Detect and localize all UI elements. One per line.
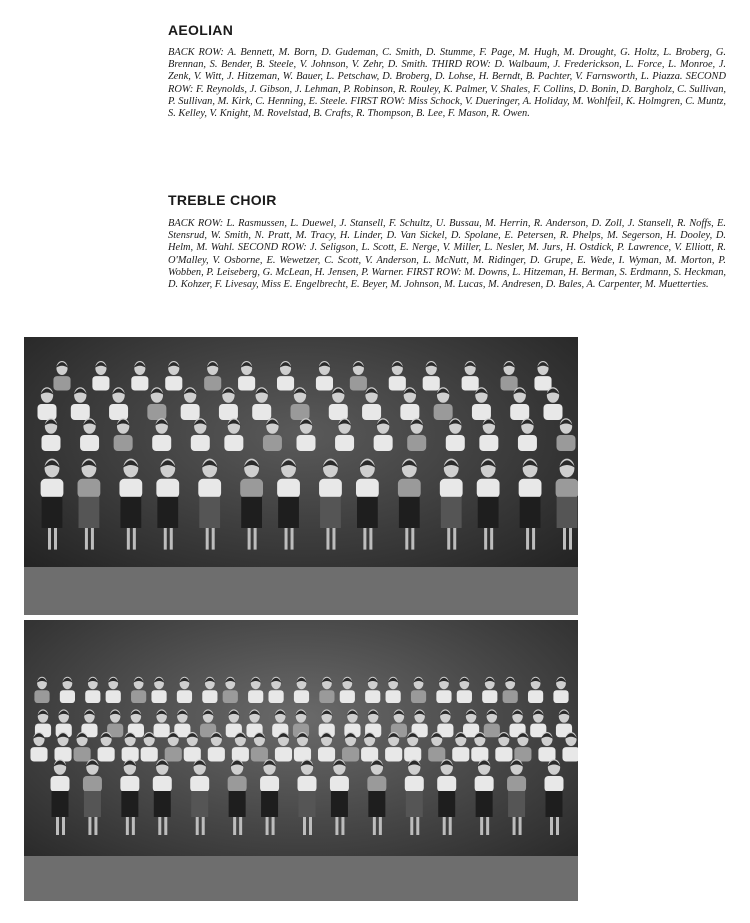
person-blouse	[398, 479, 421, 498]
person-blouse	[204, 376, 221, 390]
person-blouse	[53, 376, 70, 390]
person-skirt	[438, 791, 455, 817]
person-blouse	[350, 376, 367, 390]
person-blouse	[106, 690, 121, 703]
person-blouse	[202, 690, 217, 703]
person-skirt	[52, 791, 69, 817]
person-blouse	[495, 747, 512, 761]
person-blouse	[365, 690, 380, 703]
person-blouse	[482, 690, 497, 703]
person-leg	[164, 528, 167, 550]
person-skirt	[508, 791, 525, 817]
person-blouse	[191, 435, 210, 451]
person-skirt	[441, 497, 462, 528]
person-skirt	[121, 791, 138, 817]
person-blouse	[556, 479, 578, 498]
person-blouse	[437, 776, 456, 792]
person-skirt	[299, 791, 316, 817]
person-leg	[88, 817, 91, 835]
person-skirt	[557, 497, 578, 528]
person-skirt	[42, 497, 63, 528]
person-blouse	[114, 435, 133, 451]
person-blouse	[407, 435, 426, 451]
person-blouse	[400, 404, 419, 420]
person-blouse	[475, 776, 494, 792]
person-blouse	[165, 376, 182, 390]
person-blouse	[340, 690, 355, 703]
person-leg	[341, 817, 344, 835]
person-skirt	[399, 497, 420, 528]
person-leg	[164, 817, 167, 835]
person-leg	[486, 817, 489, 835]
treble-choir-title: TREBLE CHOIR	[168, 192, 277, 208]
person-blouse	[294, 690, 309, 703]
person-leg	[447, 528, 450, 550]
person-blouse	[557, 435, 576, 451]
person-blouse	[342, 747, 359, 761]
person-skirt	[368, 791, 385, 817]
person-skirt	[476, 791, 493, 817]
person-blouse	[119, 479, 142, 498]
person-blouse	[319, 479, 342, 498]
person-leg	[532, 528, 535, 550]
person-skirt	[261, 791, 278, 817]
person-leg	[443, 817, 446, 835]
person-leg	[326, 528, 329, 550]
person-leg	[556, 817, 559, 835]
person-leg	[202, 817, 205, 835]
person-blouse	[534, 376, 551, 390]
person-leg	[94, 817, 97, 835]
person-blouse	[120, 776, 139, 792]
person-skirt	[154, 791, 171, 817]
person-blouse	[240, 479, 263, 498]
person-blouse	[423, 376, 440, 390]
aeolian-group-photo	[24, 337, 578, 615]
person-leg	[233, 817, 236, 835]
person-blouse	[60, 690, 75, 703]
person-blouse	[177, 690, 192, 703]
person-blouse	[154, 724, 170, 738]
person-blouse	[251, 747, 268, 761]
person-blouse	[260, 776, 279, 792]
person-leg	[196, 817, 199, 835]
person-blouse	[141, 747, 158, 761]
person-leg	[410, 817, 413, 835]
treble-choir-photo-svg	[24, 620, 578, 901]
person-blouse	[298, 776, 317, 792]
person-leg	[309, 817, 312, 835]
person-leg	[453, 528, 456, 550]
person-leg	[373, 817, 376, 835]
person-blouse	[51, 776, 70, 792]
person-leg	[363, 528, 366, 550]
person-leg	[490, 528, 493, 550]
person-leg	[285, 528, 288, 550]
person-skirt	[157, 497, 178, 528]
person-skirt	[84, 791, 101, 817]
person-skirt	[546, 791, 563, 817]
person-blouse	[404, 747, 421, 761]
treble-choir-group-photo	[24, 620, 578, 901]
person-leg	[332, 528, 335, 550]
person-leg	[133, 528, 136, 550]
aeolian-photo-svg	[24, 337, 578, 615]
person-leg	[132, 817, 135, 835]
person-blouse	[318, 747, 335, 761]
person-blouse	[452, 747, 469, 761]
person-leg	[91, 528, 94, 550]
person-blouse	[151, 690, 166, 703]
person-blouse	[477, 479, 500, 498]
person-blouse	[208, 747, 225, 761]
person-blouse	[291, 404, 310, 420]
person-blouse	[440, 479, 463, 498]
aeolian-caption: BACK ROW: A. Bennett, M. Born, D. Gudeman, C. Smith, D. Stumme, F. Page, M. Hugh, M. Drought, G. Holtz, L. Broberg, G. Brennan, S. Bender, B. Steele, V. Johnson, V. Zehr, D. Smith. THIRD ROW: D. Walbaum, J. Frederickson, L. Force, L. Monroe, J. Zenk, V. Witt, J. Hitzeman, W. Bauer, L. Petschaw, D. Broberg, D. Lohse, H. Berndt, B. Pachter, V. Farnsworth, L. Piazza. SECOND ROW: F. Reynolds, J. Gibson, J. Lehman, P. Robinson, R. Rouley, K. Palmer, V. Shales, F. Collins, D. Bonin, D. Bargholz, C. Sullivan, P. Sullivan, M. Kirk, C. Henning, E. Steele. FIRST ROW: Miss Schock, V. Dueringer, A. Holiday, M. Wohlfeil, K. Holmgren, C. Muntz, S. Kelley, V. Knight, M. Rovelstad, B. Crafts, R. Thompson, B. Lee, F. Mason, R. Owen.	[168, 47, 726, 120]
person-leg	[405, 528, 408, 550]
person-blouse	[316, 376, 333, 390]
person-blouse	[30, 747, 47, 761]
person-blouse	[510, 404, 529, 420]
person-blouse	[198, 479, 221, 498]
person-blouse	[232, 747, 249, 761]
person-leg	[303, 817, 306, 835]
person-leg	[266, 817, 269, 835]
person-blouse	[268, 690, 283, 703]
person-blouse	[228, 776, 247, 792]
person-leg	[519, 817, 522, 835]
person-blouse	[181, 404, 200, 420]
person-skirt	[120, 497, 141, 528]
person-leg	[550, 817, 553, 835]
person-leg	[127, 528, 130, 550]
person-blouse	[411, 690, 426, 703]
person-blouse	[519, 479, 542, 498]
person-skirt	[199, 497, 220, 528]
person-leg	[56, 817, 59, 835]
person-blouse	[38, 404, 57, 420]
person-leg	[379, 817, 382, 835]
person-blouse	[446, 435, 465, 451]
person-blouse	[362, 404, 381, 420]
person-blouse	[434, 404, 453, 420]
person-blouse	[553, 690, 568, 703]
person-blouse	[472, 404, 491, 420]
person-leg	[239, 817, 242, 835]
person-blouse	[78, 479, 101, 498]
person-skirt	[278, 497, 299, 528]
person-blouse	[190, 776, 209, 792]
person-blouse	[479, 435, 498, 451]
person-blouse	[428, 747, 445, 761]
person-blouse	[80, 435, 99, 451]
person-blouse	[275, 747, 292, 761]
person-leg	[206, 528, 209, 550]
person-blouse	[389, 376, 406, 390]
person-leg	[54, 528, 57, 550]
person-skirt	[520, 497, 541, 528]
person-blouse	[131, 690, 146, 703]
person-leg	[212, 528, 215, 550]
person-blouse	[297, 435, 316, 451]
person-blouse	[85, 690, 100, 703]
person-blouse	[263, 435, 282, 451]
person-skirt	[331, 791, 348, 817]
person-blouse	[34, 690, 49, 703]
photo-floor	[24, 567, 578, 615]
person-leg	[62, 817, 65, 835]
person-leg	[335, 817, 338, 835]
person-blouse	[184, 747, 201, 761]
person-blouse	[294, 747, 311, 761]
person-blouse	[503, 690, 518, 703]
person-blouse	[386, 690, 401, 703]
person-skirt	[357, 497, 378, 528]
person-blouse	[83, 776, 102, 792]
person-skirt	[320, 497, 341, 528]
person-leg	[563, 528, 566, 550]
person-blouse	[54, 747, 71, 761]
person-blouse	[507, 776, 526, 792]
person-blouse	[462, 376, 479, 390]
person-leg	[513, 817, 516, 835]
person-blouse	[562, 747, 578, 761]
person-blouse	[356, 479, 379, 498]
person-blouse	[156, 479, 179, 498]
person-blouse	[219, 404, 238, 420]
person-blouse	[277, 479, 300, 498]
person-leg	[158, 817, 161, 835]
person-blouse	[405, 776, 424, 792]
person-blouse	[436, 690, 451, 703]
person-blouse	[457, 690, 472, 703]
person-blouse	[238, 376, 255, 390]
person-skirt	[79, 497, 100, 528]
person-blouse	[41, 479, 64, 498]
person-blouse	[109, 404, 128, 420]
person-blouse	[361, 747, 378, 761]
person-blouse	[484, 724, 500, 738]
person-leg	[411, 528, 414, 550]
person-leg	[170, 528, 173, 550]
person-blouse	[98, 747, 115, 761]
person-leg	[484, 528, 487, 550]
person-blouse	[248, 690, 263, 703]
person-leg	[85, 528, 88, 550]
person-blouse	[329, 404, 348, 420]
person-blouse	[367, 776, 386, 792]
person-leg	[248, 528, 251, 550]
person-blouse	[330, 776, 349, 792]
treble-choir-caption: BACK ROW: L. Rasmussen, L. Duewel, J. Stansell, F. Schultz, U. Bussau, M. Herrin, R. Anderson, D. Zoll, J. Stansell, R. Noffs, E. Stensrud, W. Smith, N. Pratt, M. Tracy, H. Linder, D. Van Sickel, D. Spolane, E. Petersen, R. Phelps, M. Segerson, H. Dooley, D. Helm, M. Wahl. SECOND ROW: J. Seligson, L. Scott, E. Nerge, V. Miller, L. Nesler, M. Jurs, H. Ostdick, P. Lawrence, V. Elliott, R. O'Malley, V. Osborne, E. Wewetzer, C. Scott, V. Anderson, L. McNutt, M. Ridinger, D. Grupe, E. Wede, I. Wyman, M. Morton, P. Wobben, P. Leiseberg, G. McLean, H. Jensen, P. Warner. FIRST ROW: M. Downs, L. Hitzeman, H. Berman, S. Erdmann, S. Heckman, D. Kohzer, F. Livesay, Miss E. Engelbrecht, E. Beyer, M. Johnson, M. Lucas, M. Andresen, D. Bales, A. Carpenter, M. Muetterties.	[168, 218, 726, 291]
person-blouse	[42, 435, 61, 451]
person-blouse	[223, 690, 238, 703]
person-blouse	[131, 376, 148, 390]
person-leg	[126, 817, 129, 835]
person-blouse	[528, 690, 543, 703]
person-blouse	[319, 690, 334, 703]
person-leg	[416, 817, 419, 835]
person-blouse	[374, 435, 393, 451]
aeolian-title: AEOLIAN	[168, 22, 234, 38]
person-leg	[569, 528, 572, 550]
person-skirt	[241, 497, 262, 528]
person-leg	[272, 817, 275, 835]
person-leg	[526, 528, 529, 550]
person-skirt	[406, 791, 423, 817]
person-blouse	[147, 404, 166, 420]
person-leg	[449, 817, 452, 835]
person-leg	[480, 817, 483, 835]
person-leg	[291, 528, 294, 550]
person-blouse	[544, 404, 563, 420]
person-blouse	[165, 747, 182, 761]
person-blouse	[277, 376, 294, 390]
person-leg	[48, 528, 51, 550]
person-skirt	[191, 791, 208, 817]
person-leg	[369, 528, 372, 550]
person-skirt	[478, 497, 499, 528]
person-blouse	[74, 747, 91, 761]
person-blouse	[501, 376, 518, 390]
person-blouse	[153, 776, 172, 792]
person-leg	[254, 528, 257, 550]
person-skirt	[229, 791, 246, 817]
person-blouse	[335, 435, 354, 451]
person-blouse	[385, 747, 402, 761]
photo-floor	[24, 856, 578, 901]
person-blouse	[252, 404, 271, 420]
person-blouse	[224, 435, 243, 451]
person-blouse	[471, 747, 488, 761]
person-blouse	[518, 435, 537, 451]
person-blouse	[152, 435, 171, 451]
person-blouse	[92, 376, 109, 390]
person-blouse	[71, 404, 90, 420]
person-blouse	[545, 776, 564, 792]
